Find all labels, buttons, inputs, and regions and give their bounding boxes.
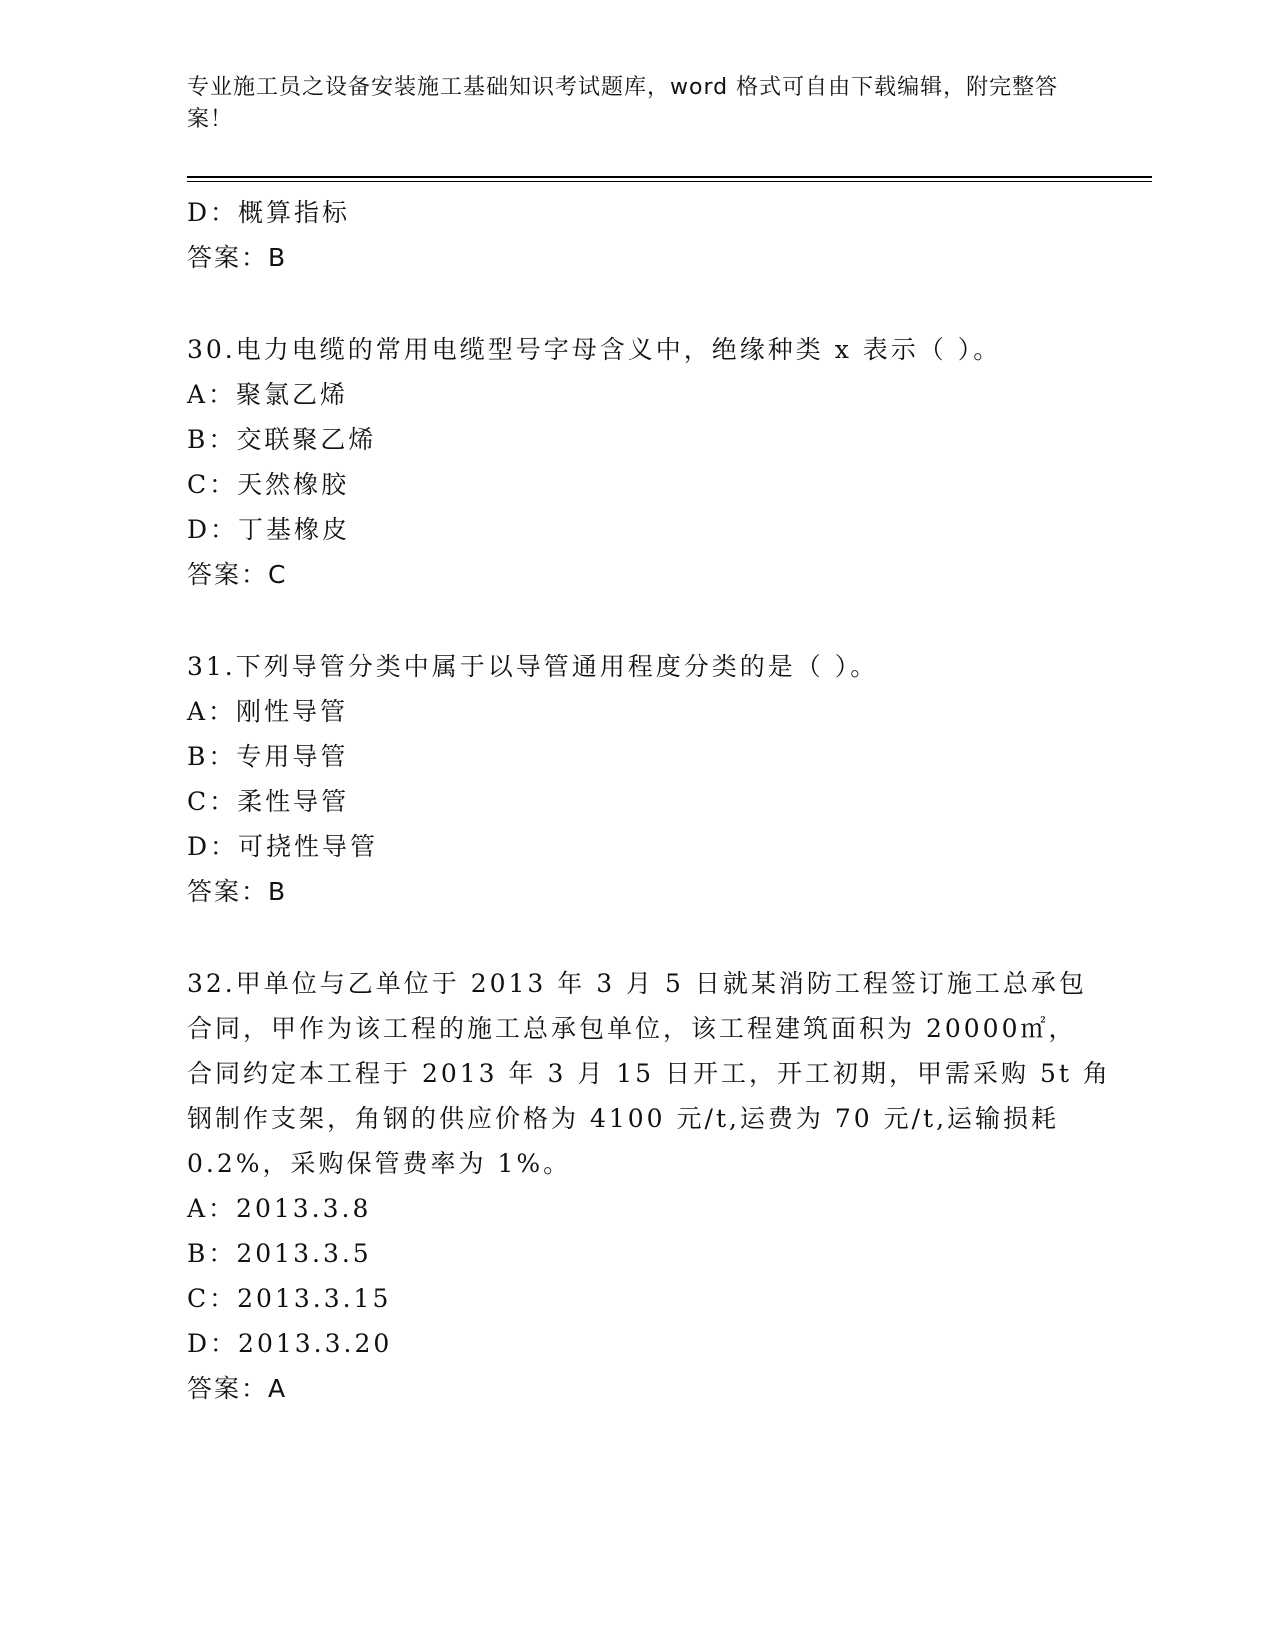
question-32-stem-line-1: 32.甲单位与乙单位于 2013 年 3 月 5 日就某消防工程签订施工总承包: [187, 969, 1087, 998]
question-32-stem-line-5: 0.2%，采购保管费率为 1%。: [187, 1149, 572, 1178]
document-header: 专业施工员之设备安装施工基础知识考试题库，word 格式可自由下载编辑，附完整答案！: [187, 75, 1059, 132]
question-32-option-c: C：2013.3.15: [187, 1284, 392, 1313]
question-30-stem: 30.电力电缆的常用电缆型号字母含义中，绝缘种类 x 表示（ ）。: [187, 335, 1002, 364]
question-32-stem-line-3: 合同约定本工程于 2013 年 3 月 15 日开工，开工初期，甲需采购 5t 角: [187, 1059, 1111, 1088]
header-rule-thin: [187, 181, 1152, 182]
question-31-stem: 31.下列导管分类中属于以导管通用程度分类的是（ ）。: [187, 652, 879, 681]
header-rule-thick: [187, 176, 1152, 178]
question-32-stem-line-2: 合同，甲作为该工程的施工总承包单位，该工程建筑面积为 20000㎡，: [187, 1014, 1077, 1043]
question-32-stem-line-4: 钢制作支架，角钢的供应价格为 4100 元/t,运费为 70 元/t,运输损耗: [187, 1104, 1060, 1133]
question-31-answer: 答案：B: [187, 877, 288, 906]
question-32-answer: 答案：A: [187, 1374, 288, 1403]
question-32-option-d: D：2013.3.20: [187, 1329, 393, 1358]
question-30-option-b: B：交联聚乙烯: [187, 425, 377, 454]
question-30-option-c: C：天然橡胶: [187, 470, 350, 499]
spacer: [187, 280, 1077, 327]
spacer: [187, 597, 1077, 644]
spacer: [187, 914, 1077, 961]
option-d: D：概算指标: [187, 198, 351, 227]
question-content: [187, 190, 1111, 1411]
answer: 答案：B: [187, 243, 288, 272]
question-32-option-a: A：2013.3.8: [187, 1194, 372, 1223]
question-31-option-b: B：专用导管: [187, 742, 349, 771]
question-32-option-b: B：2013.3.5: [187, 1239, 372, 1268]
question-30-option-d: D：丁基橡皮: [187, 515, 351, 544]
question-30-option-a: A：聚氯乙烯: [187, 380, 349, 409]
question-31-option-a: A：刚性导管: [187, 697, 349, 726]
question-31-option-d: D：可挠性导管: [187, 832, 379, 861]
question-31-option-c: C：柔性导管: [187, 787, 350, 816]
question-30-answer: 答案：C: [187, 560, 288, 589]
